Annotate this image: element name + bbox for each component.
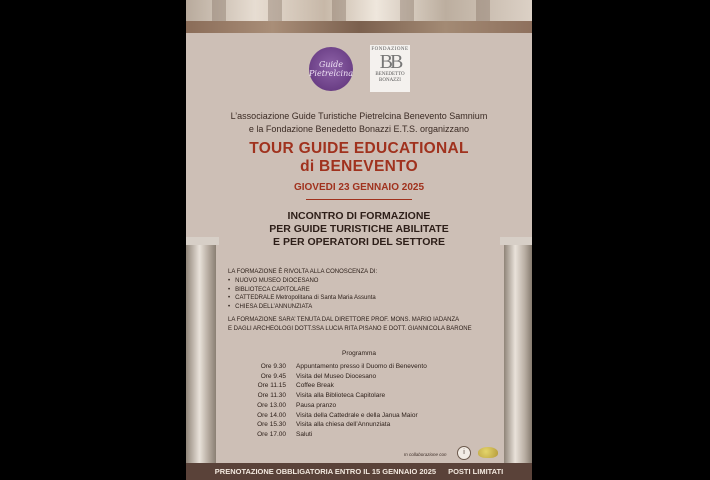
schedule-row: Ore 13.00 Pausa pranzo (257, 401, 337, 409)
guide-logo-text: Guide Pietrelcina (309, 60, 353, 78)
list-item: • BIBLIOTECA CAPITOLARE (228, 286, 376, 295)
guide-pietrelcina-logo (309, 47, 353, 91)
formazione-list (228, 277, 376, 311)
schedule-row: Ore 9.45 Visita del Museo Diocesano (260, 372, 377, 380)
programma-title: Programma (342, 350, 376, 357)
schedule-row: Ore 9.30 Appuntamento presso il Duomo di Benevento (260, 363, 427, 370)
programma-schedule (248, 362, 427, 440)
collab-label: In collaborazione con (404, 452, 447, 457)
incontro-heading: INCONTRO DI FORMAZIONE PER GUIDE TURISTICHE ABILITATE E PER OPERATORI DEL SETTORE (269, 210, 449, 248)
event-date: GIOVEDI 23 GENNAIO 2025 (293, 182, 425, 193)
event-title: TOUR GUIDE EDUCATIONAL (249, 140, 469, 157)
footer-booking: PRENOTAZIONE OBBLIGATORIA ENTRO IL 15 GENNAIO 2025 POSTI LIMITATI (214, 467, 504, 476)
left-column-pillar (186, 237, 216, 480)
schedule-row: Ore 11.30 Visita alla Biblioteca Capitolare (257, 392, 386, 400)
divider (306, 199, 412, 200)
schedule-row: Ore 14.00 Visita della Cattedrale e della Janua Maior (257, 411, 418, 419)
schedule-row: Ore 17.00 Saluti (257, 430, 313, 438)
list-item: • NUOVO MUSEO DIOCESANO (228, 277, 376, 286)
intro-text: L’associazione Guide Turistiche Pietrelcina Benevento Samnium e la Fondazione Benedetto Bonazzi E.T.S. organizzano (230, 111, 488, 134)
partner-logo-icon: i (457, 446, 471, 460)
event-subtitle: di BENEVENTO (300, 158, 418, 175)
partner-logo-icon (478, 447, 498, 458)
list-item: • CATTEDRALE Metropolitana di Santa Maria Assunta (228, 294, 376, 303)
right-column-pillar (504, 237, 532, 480)
schedule-row: Ore 11.15 Coffee Break (257, 382, 334, 390)
formazione-intro: LA FORMAZIONE È RIVOLTA ALLA CONOSCENZA DI: (228, 269, 378, 275)
list-item: • CHIESA DELL’ANNUNZIATA (228, 303, 376, 312)
event-poster (186, 0, 532, 480)
schedule-row: Ore 15.30 Visita alla chiesa dell’Annunziata (257, 421, 391, 429)
fondazione-bonazzi-logo: FONDAZIONE BB BENEDETTO BONAZZI (370, 45, 410, 92)
formazione-teachers: LA FORMAZIONE SARA’ TENUTA DAL DIRETTORE PROF. MONS. MARIO IADANZA E DAGLI ARCHEOLOGI DOTT.SSA LUCIA RITA PISANO E DOTT. GIANNICOLA BARONE (228, 317, 472, 332)
cathedral-interior-photo (186, 0, 532, 33)
